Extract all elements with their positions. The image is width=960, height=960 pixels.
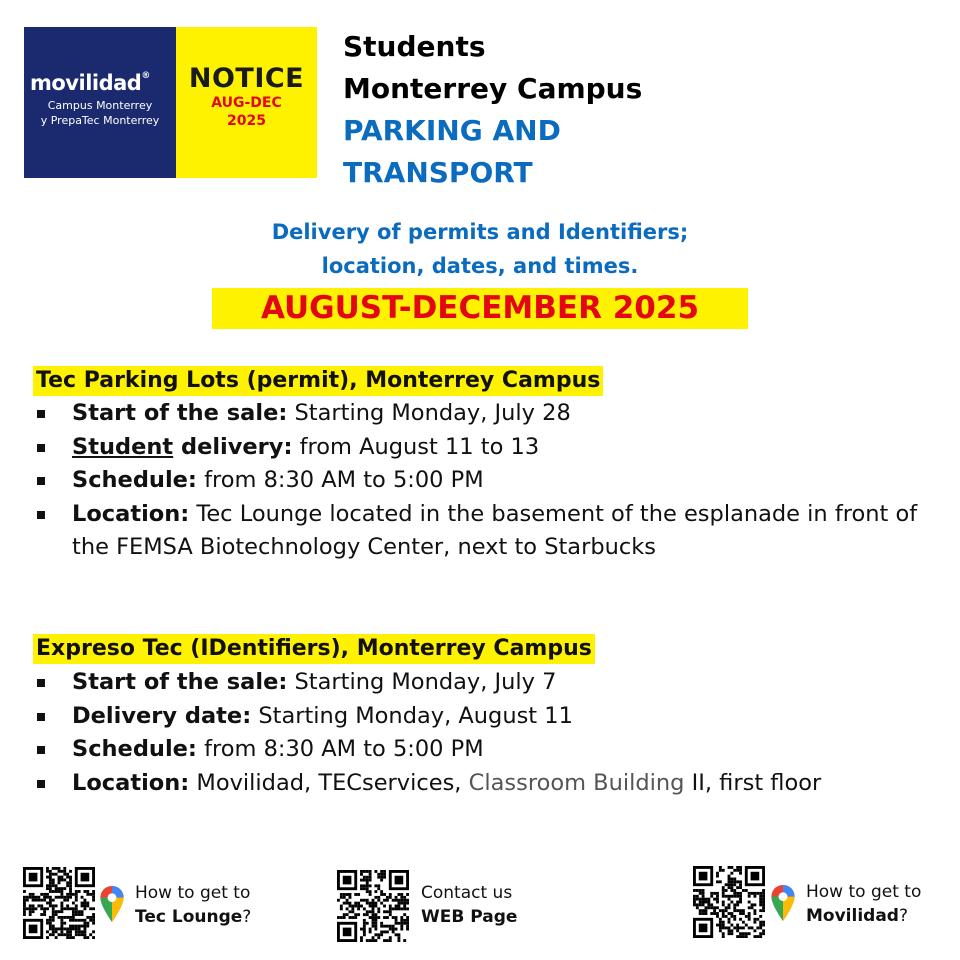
bullet-square-icon: [37, 746, 45, 754]
topic-title-2: TRANSPORT: [343, 156, 533, 189]
notice-period-2: 2025: [227, 113, 266, 129]
notice-badge: [176, 27, 317, 178]
notice-title: NOTICE: [188, 63, 305, 94]
qr-code-icon[interactable]: [337, 870, 409, 942]
bullet-square-icon: [37, 477, 45, 485]
bullet-square-icon: [37, 410, 45, 418]
campus-title: Monterrey Campus: [343, 72, 643, 105]
bullet-square-icon: [37, 511, 45, 519]
section-title-parking: Tec Parking Lots (permit), Monterrey Campus: [33, 366, 603, 396]
topic-title-1: PARKING AND: [343, 114, 561, 147]
logo-registered: ®: [141, 71, 150, 81]
header-titles: [343, 26, 642, 194]
qr-code-icon[interactable]: [23, 867, 95, 939]
list-item: Start of the sale: Starting Monday, July 7: [33, 666, 933, 700]
list-item: Delivery date: Starting Monday, August 11: [33, 700, 933, 734]
qr-caption-web-page: Contact us WEB Page: [421, 883, 518, 927]
section-title-expreso: Expreso Tec (IDentifiers), Monterrey Campus: [33, 634, 595, 664]
bullet-square-icon: [37, 444, 45, 452]
bullet-square-icon: [37, 713, 45, 721]
list-item: Location: Tec Lounge located in the basement of the esplanade in front of the FEMSA Biotechnology Center, next to Starbucks: [33, 498, 933, 565]
list-item: Start of the sale: Starting Monday, July 28: [33, 397, 933, 431]
logo-subtitle-1: Campus Monterrey: [47, 99, 153, 112]
list-item: Schedule: from 8:30 AM to 5:00 PM: [33, 733, 933, 767]
logo-wordmark: movilidad: [30, 71, 142, 95]
subheading-line-1: Delivery of permits and Identifiers;: [271, 220, 689, 244]
qr-caption-tec-lounge: How to get to Tec Lounge?: [135, 883, 252, 927]
list-item: Schedule: from 8:30 AM to 5:00 PM: [33, 464, 933, 498]
audience-title: Students: [343, 30, 486, 63]
bullet-square-icon: [37, 679, 45, 687]
parking-details-list: [33, 397, 933, 565]
list-item: Student delivery: from August 11 to 13: [33, 431, 933, 465]
expreso-details-list: [33, 666, 933, 800]
qr-caption-movilidad: How to get to Movilidad?: [806, 882, 922, 926]
qr-code-icon[interactable]: [693, 866, 765, 938]
movilidad-logo: [24, 27, 176, 178]
period-banner: AUGUST-DECEMBER 2025: [212, 288, 748, 329]
map-pin-icon: [99, 885, 125, 923]
subheading-line-2: location, dates, and times.: [321, 254, 639, 278]
notice-period-1: AUG-DEC: [211, 95, 282, 111]
list-item: Location: Movilidad, TECservices, Classroom Building II, first floor: [33, 767, 933, 801]
logo-subtitle-2: y PrepaTec Monterrey: [40, 114, 160, 127]
bullet-square-icon: [37, 780, 45, 788]
map-pin-icon: [770, 884, 796, 922]
